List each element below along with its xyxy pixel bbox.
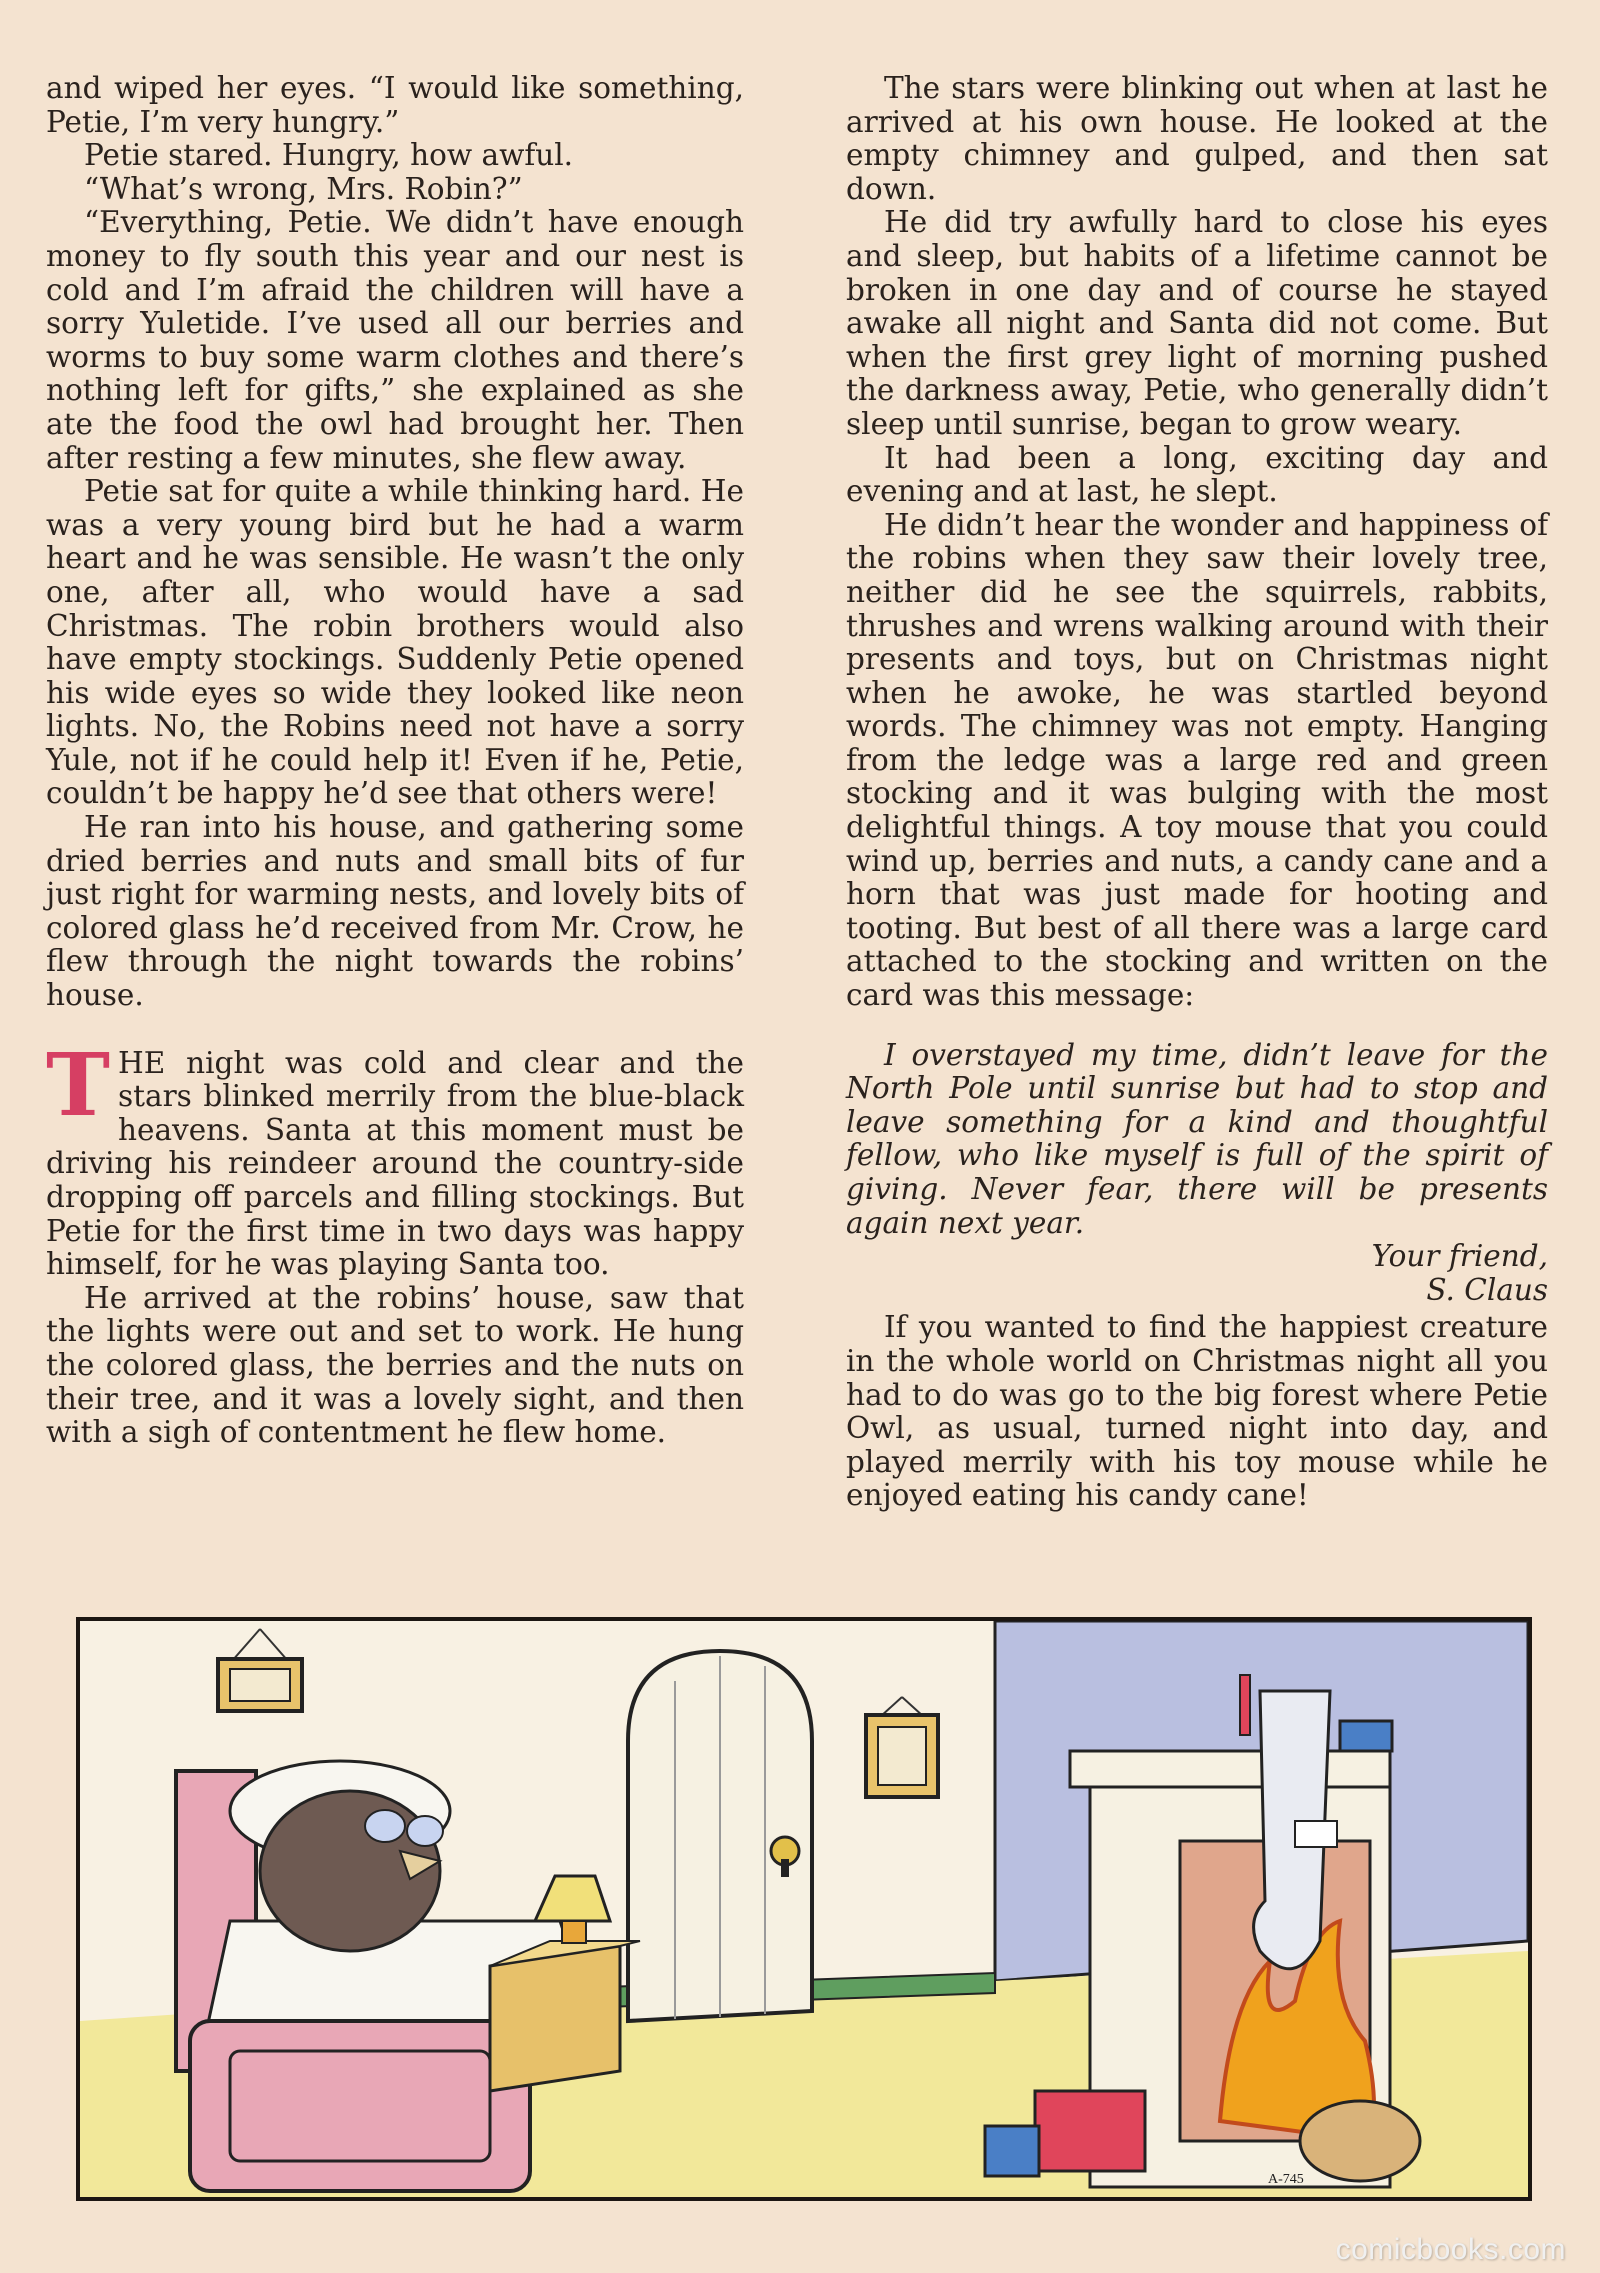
paragraph: Petie stared. Hungry, how awful. — [84, 138, 574, 173]
floor-gift-red — [1035, 2091, 1145, 2171]
paragraph: If you wanted to find the happiest creature in the whole world on Christmas night all you had to do was go to the big forest where Petie Owl, as usual, turned night into day, and played merrily with his toy mouse while he enjoyed eating his candy cane! — [846, 1310, 1548, 1513]
right-text-column — [846, 72, 1548, 1513]
paragraph: “What’s wrong, Mrs. Robin?” — [84, 171, 523, 206]
paragraph: “Everything, Petie. We didn’t have enough money to fly south this year and our nest is cold and I’m afraid the children will have a sorry Yuletide. I’ve used all our berries and worms to buy some warm clothes and there’s nothing left for gifts,” she explained as she ate the food the owl had brought her. Then after resting a few minutes, she flew away. — [46, 205, 744, 475]
letter-text: I overstayed my time, didn’t leave for the North Pole until sunrise but had to stop and leave something for a kind and thoughtful fellow, who like myself is full of the spirit of giving. Never fear, there will be presents again next year. — [846, 1037, 1548, 1240]
paragraph: He didn’t hear the wonder and happiness of the robins when they saw their lovely tree, neither did he see the squirrels, rabbits, thrushes and wrens walking around with their presents and toys, but on Christmas night when he awoke, he was startled beyond words. The chimney was not empty. Hanging from the ledge was a large red and green stocking and it was bulging with the most delightful things. A toy mouse that you could wind up, berries and nuts, a candy cane and a horn that was just made for hooting and tooting. But best of all there was a large card attached to the stocking and written on the card was this message: — [846, 507, 1548, 1013]
paragraph: Petie sat for quite a while thinking hard. He was a very young bird but he had a warm heart and he was sensible. He wasn’t the only one, after all, who would have a sad Christmas. The robin brothers would also have empty stockings. Suddenly Petie opened his wide eyes so wide they looked like neon lights. No, the Robins need not have a sorry Yule, not if he could help it! Even if he, Petie, couldn’t be happy he’d see that others were! — [46, 474, 744, 811]
paragraph: It had been a long, exciting day and evening and at last, he slept. — [846, 440, 1548, 509]
drop-cap: T — [46, 1034, 110, 1136]
mantel-gift — [1340, 1721, 1392, 1751]
santa-letter — [846, 1039, 1548, 1308]
letter-closing: Your friend, — [1371, 1239, 1548, 1274]
paragraph: He ran into his house, and gathering some dried berries and nuts and small bits of fur just right for warming nests, and lovely bits of colored glass he’d received from Mr. Crow, he flew through the night towards the robins’ house. — [46, 810, 744, 1013]
bedroom-illustration — [80, 1621, 1528, 2197]
paragraph-text: HE night was cold and clear and the stars blinked merrily from the blue-black heavens. Santa at this moment must be driving his reindeer around the country-side dropping off parcels and filling stockings. But Petie for the first time in two days was happy himself, for he was playing Santa too. — [46, 1045, 744, 1282]
paragraph: The stars were blinking out when at last he arrived at his own house. He looked at the empty chimney and gulped, and then sat down. — [846, 71, 1548, 206]
illustration-panel — [76, 1617, 1532, 2201]
paragraph: and wiped her eyes. “I would like something, Petie, I’m very hungry.” — [46, 71, 744, 139]
left-text-column — [46, 72, 744, 1450]
paragraph: He arrived at the robins’ house, saw that the lights were out and set to work. He hung the colored glass, the berries and the nuts on their tree, and it was a lovely sight, and then with a sigh of contentment he flew home. — [46, 1280, 744, 1450]
artist-signature: A-745 — [1268, 2172, 1304, 2187]
section-paragraph — [46, 1034, 744, 1282]
paragraph: He did try awfully hard to close his eyes and sleep, but habits of a lifetime cannot be broken in one day and of course he stayed awake all night and Santa did not come. But when the first grey light of morning pushed the darkness away, Petie, who generally didn’t sleep until sunrise, began to grow weary. — [846, 205, 1548, 441]
watermark: comicbooks.com — [1335, 2233, 1566, 2266]
floor-gift-blue — [985, 2126, 1039, 2176]
letter-signature: S. Claus — [1426, 1272, 1548, 1307]
door — [628, 1651, 812, 2021]
